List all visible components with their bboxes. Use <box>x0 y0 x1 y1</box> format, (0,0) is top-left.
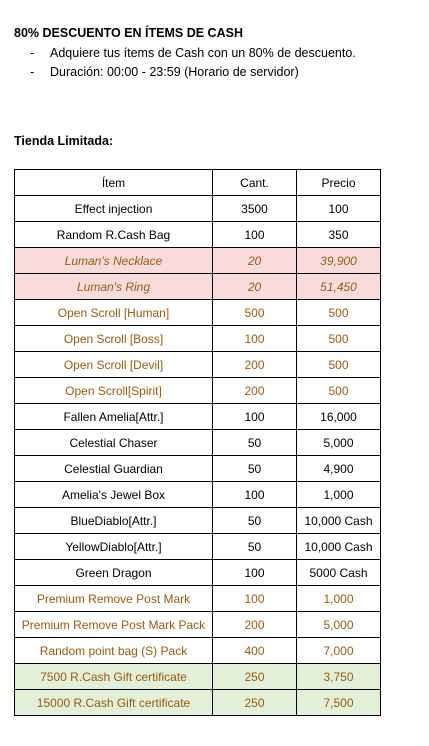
table-row <box>15 378 381 404</box>
bullet-marker: - <box>30 46 35 60</box>
table-body <box>15 196 381 716</box>
table-row <box>15 638 381 664</box>
cell-price: 7,500 <box>297 690 381 716</box>
table-row <box>15 586 381 612</box>
cell-item: Premium Remove Post Mark <box>15 586 213 612</box>
cell-item: 7500 R.Cash Gift certificate <box>15 664 213 690</box>
cell-price: 10,000 Cash <box>297 534 381 560</box>
promo-bullet-discount <box>30 44 356 63</box>
cell-price: 10,000 Cash <box>297 508 381 534</box>
cell-item: Luman's Necklace <box>15 248 213 274</box>
table-row <box>15 560 381 586</box>
cell-price: 5000 Cash <box>297 560 381 586</box>
promo-title: 80% DESCUENTO EN ÍTEMS DE CASH <box>14 26 243 40</box>
cell-qty: 500 <box>213 300 297 326</box>
cell-item: Open Scroll[Spirit] <box>15 378 213 404</box>
table-row <box>15 430 381 456</box>
cell-item: Effect injection <box>15 196 213 222</box>
header-qty: Cant. <box>213 170 297 196</box>
cell-price: 5,000 <box>297 612 381 638</box>
cell-item: Open Scroll [Boss] <box>15 326 213 352</box>
cell-price: 1,000 <box>297 586 381 612</box>
cell-item: Open Scroll [Human] <box>15 300 213 326</box>
cell-price: 51,450 <box>297 274 381 300</box>
cell-price: 500 <box>297 300 381 326</box>
cell-qty: 250 <box>213 664 297 690</box>
cell-item: Luman's Ring <box>15 274 213 300</box>
table-row <box>15 690 381 716</box>
bullet-text: Duración: 00:00 - 23:59 (Horario de servidor) <box>50 65 299 79</box>
cell-item: 15000 R.Cash Gift certificate <box>15 690 213 716</box>
table-row <box>15 482 381 508</box>
cell-price: 350 <box>297 222 381 248</box>
cell-qty: 50 <box>213 508 297 534</box>
cell-qty: 250 <box>213 690 297 716</box>
cell-item: Celestial Guardian <box>15 456 213 482</box>
cell-qty: 50 <box>213 430 297 456</box>
bullet-text: Adquiere tus ítems de Cash con un 80% de descuento. <box>50 46 356 60</box>
cell-qty: 100 <box>213 222 297 248</box>
cell-item: Celestial Chaser <box>15 430 213 456</box>
cell-item: Random point bag (S) Pack <box>15 638 213 664</box>
cell-price: 7,000 <box>297 638 381 664</box>
cell-qty: 100 <box>213 404 297 430</box>
cell-item: BlueDiablo[Attr.] <box>15 508 213 534</box>
cell-price: 16,000 <box>297 404 381 430</box>
table-row <box>15 196 381 222</box>
table-row <box>15 326 381 352</box>
cell-qty: 100 <box>213 482 297 508</box>
table-row <box>15 508 381 534</box>
table-row <box>15 404 381 430</box>
table-row <box>15 274 381 300</box>
table-row <box>15 612 381 638</box>
cell-qty: 20 <box>213 248 297 274</box>
cell-price: 1,000 <box>297 482 381 508</box>
cell-price: 100 <box>297 196 381 222</box>
cell-qty: 100 <box>213 560 297 586</box>
cell-item: Amelia's Jewel Box <box>15 482 213 508</box>
cell-qty: 400 <box>213 638 297 664</box>
cell-item: Fallen Amelia[Attr.] <box>15 404 213 430</box>
table-row <box>15 664 381 690</box>
cell-price: 500 <box>297 378 381 404</box>
cell-item: Premium Remove Post Mark Pack <box>15 612 213 638</box>
cell-price: 500 <box>297 352 381 378</box>
cell-qty: 50 <box>213 456 297 482</box>
cell-qty: 100 <box>213 586 297 612</box>
limited-shop-table <box>14 169 381 716</box>
cell-price: 5,000 <box>297 430 381 456</box>
cell-qty: 3500 <box>213 196 297 222</box>
table-row <box>15 352 381 378</box>
cell-qty: 100 <box>213 326 297 352</box>
cell-qty: 200 <box>213 378 297 404</box>
table-row <box>15 534 381 560</box>
cell-qty: 200 <box>213 612 297 638</box>
cell-qty: 50 <box>213 534 297 560</box>
header-item: Ítem <box>15 170 213 196</box>
promo-bullet-duration <box>30 63 356 82</box>
cell-item: Green Dragon <box>15 560 213 586</box>
promo-bullet-list <box>30 44 356 82</box>
cell-price: 39,900 <box>297 248 381 274</box>
cell-price: 4,900 <box>297 456 381 482</box>
cell-item: Random R.Cash Bag <box>15 222 213 248</box>
cell-item: Open Scroll [Devil] <box>15 352 213 378</box>
table-header-row <box>15 170 381 196</box>
table-row <box>15 222 381 248</box>
header-price: Precio <box>297 170 381 196</box>
table-row <box>15 456 381 482</box>
shop-title: Tienda Limitada: <box>14 134 114 148</box>
table-row <box>15 300 381 326</box>
cell-price: 500 <box>297 326 381 352</box>
cell-item: YellowDiablo[Attr.] <box>15 534 213 560</box>
table-row <box>15 248 381 274</box>
cell-qty: 200 <box>213 352 297 378</box>
cell-price: 3,750 <box>297 664 381 690</box>
bullet-marker: - <box>30 65 35 79</box>
cell-qty: 20 <box>213 274 297 300</box>
